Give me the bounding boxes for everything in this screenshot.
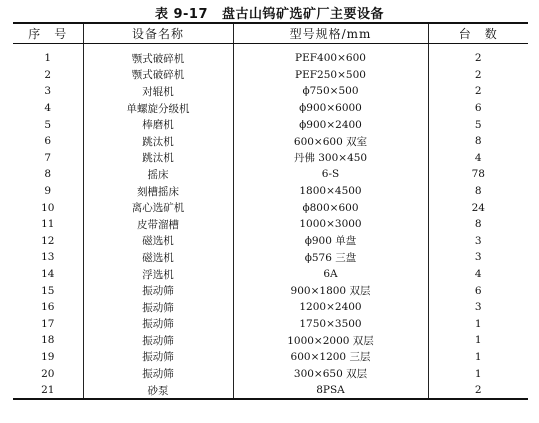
column-header-name: 设备名称 (83, 23, 233, 44)
cell-model-spec: 1750×3500 (233, 316, 428, 333)
cell-index: 12 (41, 234, 55, 247)
cell-quantity: 3 (428, 233, 528, 250)
cell-index: 1 (44, 52, 52, 65)
table-body (13, 44, 528, 400)
cell-equipment-name: 跳汰机 (83, 133, 233, 150)
table-row (13, 133, 528, 150)
cell-quantity: 1 (428, 349, 528, 366)
table-row (13, 316, 528, 333)
cell-index: 4 (44, 102, 52, 115)
cell-index: 14 (41, 268, 55, 281)
cell-model-spec: 1000×2000 双层 (233, 332, 428, 349)
cell-equipment-name: 振动筛 (83, 316, 233, 333)
cell-index: 3 (44, 85, 52, 98)
cell-equipment-name: 颚式破碎机 (83, 67, 233, 84)
cell-index: 16 (41, 301, 55, 314)
equipment-table (13, 22, 528, 400)
cell-quantity: 24 (428, 199, 528, 216)
table-row (13, 44, 528, 67)
cell-index: 18 (41, 334, 55, 347)
table-row (13, 199, 528, 216)
cell-index: 11 (41, 218, 55, 231)
cell-model-spec: ϕ900×2400 (233, 116, 428, 133)
cell-quantity: 8 (428, 133, 528, 150)
cell-equipment-name: 刻槽摇床 (83, 183, 233, 200)
cell-equipment-name: 对辊机 (83, 83, 233, 100)
table-row (13, 365, 528, 382)
cell-index: 19 (41, 350, 55, 363)
table-number: 表 9-17 (154, 7, 209, 22)
cell-quantity: 2 (428, 83, 528, 100)
cell-model-spec: ϕ750×500 (233, 83, 428, 100)
cell-equipment-name: 离心选矿机 (83, 199, 233, 216)
table-row (13, 349, 528, 366)
cell-model-spec: PEF400×600 (233, 44, 428, 67)
cell-equipment-name: 振动筛 (83, 332, 233, 349)
cell-index: 9 (44, 185, 52, 198)
cell-equipment-name: 砂泵 (83, 382, 233, 400)
cell-model-spec: ϕ800×600 (233, 199, 428, 216)
table-row (13, 249, 528, 266)
cell-quantity: 2 (428, 382, 528, 400)
cell-equipment-name: 振动筛 (83, 365, 233, 382)
cell-equipment-name: 摇床 (83, 166, 233, 183)
cell-model-spec: ϕ900×6000 (233, 100, 428, 117)
table-row (13, 166, 528, 183)
cell-quantity: 78 (428, 166, 528, 183)
column-header-model: 型号规格/mm (233, 23, 428, 44)
cell-quantity: 3 (428, 299, 528, 316)
cell-model-spec: 1800×4500 (233, 183, 428, 200)
cell-index: 13 (41, 251, 55, 264)
column-header-index: 序 号 (13, 23, 83, 44)
table-row (13, 282, 528, 299)
cell-equipment-name: 浮选机 (83, 266, 233, 283)
cell-quantity: 2 (428, 67, 528, 84)
cell-equipment-name: 磁选机 (83, 233, 233, 250)
table-title: 盘古山钨矿选矿厂主要设备 (222, 7, 385, 22)
cell-index: 20 (41, 367, 55, 380)
cell-model-spec: 600×600 双室 (233, 133, 428, 150)
cell-quantity: 6 (428, 282, 528, 299)
table-row (13, 216, 528, 233)
cell-index: 6 (44, 135, 52, 148)
cell-equipment-name: 皮带溜槽 (83, 216, 233, 233)
cell-equipment-name: 振动筛 (83, 282, 233, 299)
cell-quantity: 2 (428, 44, 528, 67)
column-header-quantity: 台 数 (428, 23, 528, 44)
cell-model-spec: 6A (233, 266, 428, 283)
cell-index: 5 (44, 118, 52, 131)
cell-model-spec: 6-S (233, 166, 428, 183)
cell-equipment-name: 颚式破碎机 (83, 44, 233, 67)
cell-quantity: 8 (428, 183, 528, 200)
cell-quantity: 3 (428, 249, 528, 266)
table-row (13, 382, 528, 400)
table-row (13, 266, 528, 283)
cell-quantity: 8 (428, 216, 528, 233)
cell-equipment-name: 跳汰机 (83, 150, 233, 167)
table-row (13, 332, 528, 349)
cell-equipment-name: 振动筛 (83, 299, 233, 316)
table-row (13, 67, 528, 84)
cell-index: 15 (41, 284, 55, 297)
table-row (13, 299, 528, 316)
cell-quantity: 1 (428, 332, 528, 349)
cell-index: 7 (44, 151, 52, 164)
cell-index: 2 (44, 68, 52, 81)
table-row (13, 83, 528, 100)
cell-quantity: 5 (428, 116, 528, 133)
cell-quantity: 4 (428, 266, 528, 283)
cell-model-spec: 8PSA (233, 382, 428, 400)
cell-model-spec: 丹佛 300×450 (233, 150, 428, 167)
cell-equipment-name: 单螺旋分级机 (83, 100, 233, 117)
cell-equipment-name: 棒磨机 (83, 116, 233, 133)
cell-model-spec: ϕ900 单盘 (233, 233, 428, 250)
table-row (13, 100, 528, 117)
cell-quantity: 4 (428, 150, 528, 167)
table-row (13, 116, 528, 133)
cell-index: 21 (13, 382, 83, 400)
cell-equipment-name: 磁选机 (83, 249, 233, 266)
cell-quantity: 6 (428, 100, 528, 117)
cell-quantity: 1 (428, 316, 528, 333)
cell-model-spec: 600×1200 三层 (233, 349, 428, 366)
table-caption (0, 3, 539, 22)
cell-equipment-name: 振动筛 (83, 349, 233, 366)
cell-model-spec: ϕ576 三盘 (233, 249, 428, 266)
cell-index: 8 (44, 168, 52, 181)
table-row (13, 233, 528, 250)
header-row (13, 23, 528, 44)
cell-index: 17 (41, 317, 55, 330)
cell-model-spec: 1000×3000 (233, 216, 428, 233)
cell-model-spec: 900×1800 双层 (233, 282, 428, 299)
cell-model-spec: 1200×2400 (233, 299, 428, 316)
cell-index: 10 (41, 201, 55, 214)
cell-quantity: 1 (428, 365, 528, 382)
table-row (13, 183, 528, 200)
table-row (13, 150, 528, 167)
cell-model-spec: 300×650 双层 (233, 365, 428, 382)
cell-model-spec: PEF250×500 (233, 67, 428, 84)
